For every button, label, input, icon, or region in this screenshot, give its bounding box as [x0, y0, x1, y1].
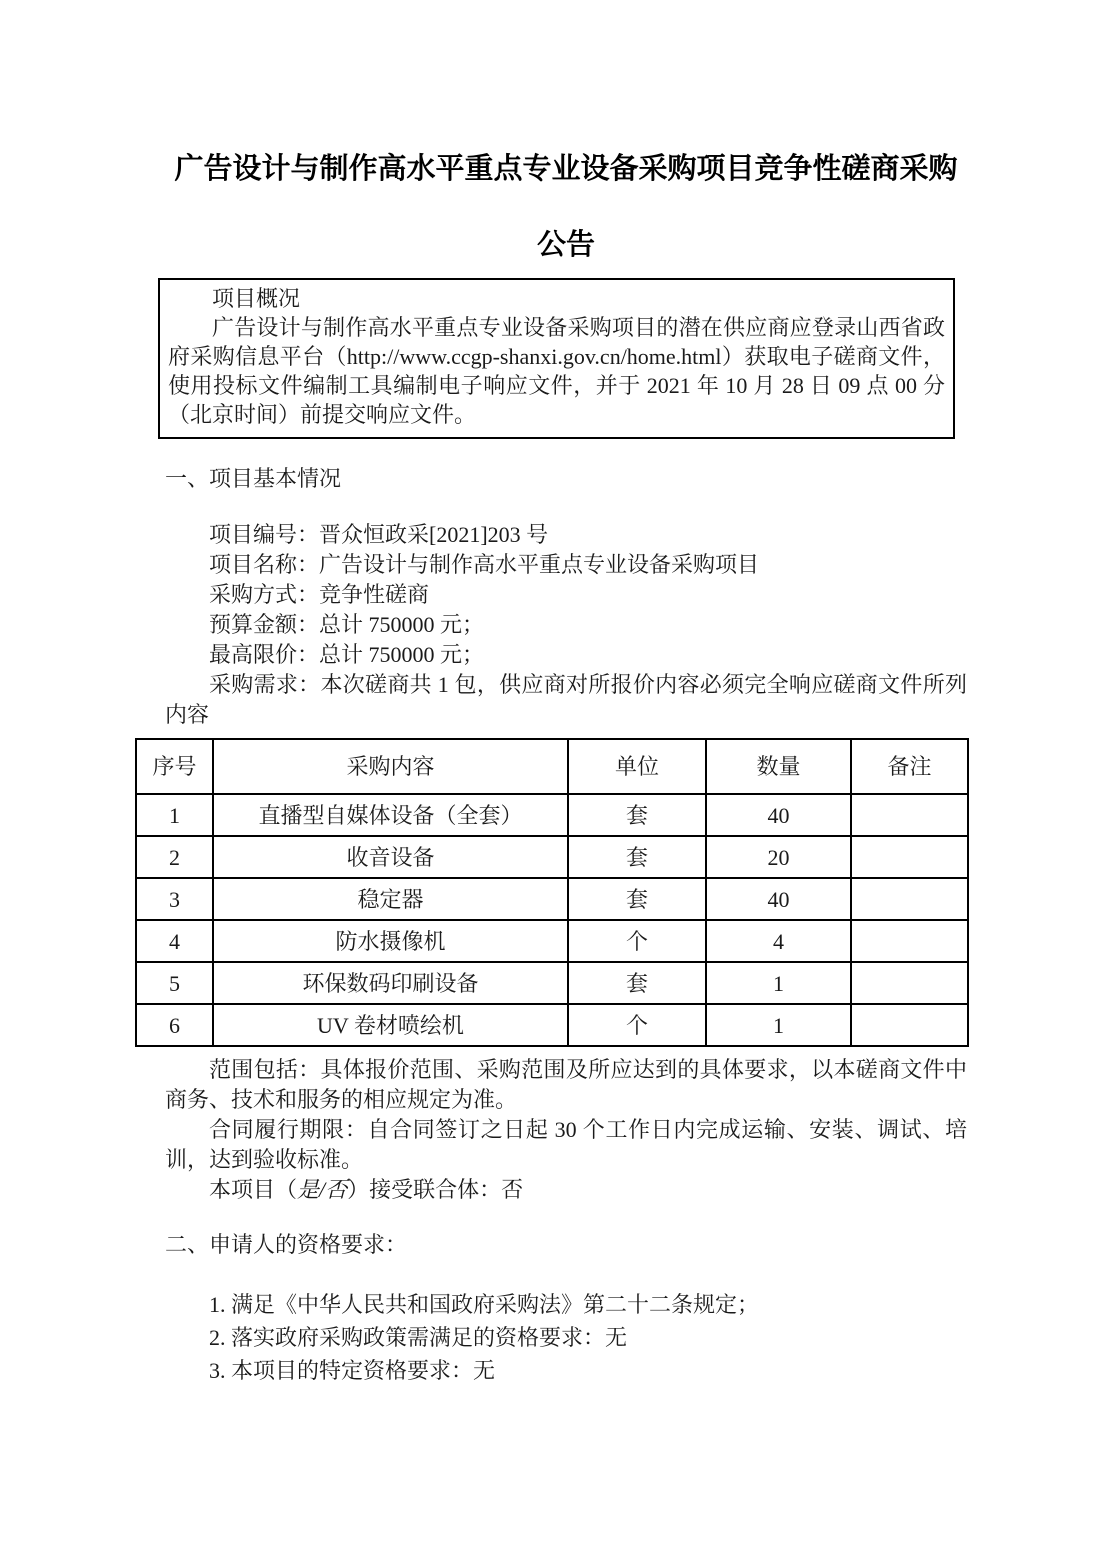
qualification-requirements — [165, 1288, 967, 1387]
overview-heading: 项目概况 — [212, 286, 301, 311]
document-title — [165, 148, 967, 266]
table-row — [136, 962, 968, 1004]
cell-content: 收音设备 — [213, 836, 568, 878]
cell-unit: 套 — [568, 836, 706, 878]
cell-content: 稳定器 — [213, 878, 568, 920]
post-table-notes — [165, 1055, 967, 1205]
cell-remarks — [851, 920, 968, 962]
cell-index: 2 — [136, 836, 213, 878]
section2-heading: 二、申请人的资格要求： — [165, 1232, 408, 1257]
cell-quantity: 20 — [706, 836, 851, 878]
cell-index: 3 — [136, 878, 213, 920]
col-header-quantity: 数量 — [706, 739, 851, 794]
table-row — [136, 878, 968, 920]
cell-remarks — [851, 878, 968, 920]
consortium-note-yes-no: 是/否 — [297, 1177, 348, 1202]
cell-content: 环保数码印刷设备 — [213, 962, 568, 1004]
col-header-unit: 单位 — [568, 739, 706, 794]
cell-unit: 套 — [568, 878, 706, 920]
document-title-line2: 公告 — [536, 229, 595, 261]
table-row — [136, 920, 968, 962]
field-procurement-demand: 采购需求：本次磋商共 1 包，供应商对所报价内容必须完全响应磋商文件所列内容 — [165, 672, 967, 727]
table-row — [136, 836, 968, 878]
cell-index: 6 — [136, 1004, 213, 1046]
cell-remarks — [851, 794, 968, 836]
qualification-item-2: 2. 落实政府采购政策需满足的资格要求：无 — [209, 1325, 628, 1350]
cell-content: 直播型自媒体设备（全套） — [213, 794, 568, 836]
cell-quantity: 40 — [706, 794, 851, 836]
cell-index: 5 — [136, 962, 213, 1004]
field-price-ceiling: 最高限价：总计 750000 元； — [209, 642, 485, 667]
cell-unit: 个 — [568, 920, 706, 962]
cell-unit: 套 — [568, 794, 706, 836]
cell-content: UV 卷材喷绘机 — [213, 1004, 568, 1046]
field-budget-amount: 预算金额：总计 750000 元； — [209, 612, 485, 637]
consortium-note — [165, 1175, 967, 1205]
cell-quantity: 1 — [706, 962, 851, 1004]
field-procurement-method: 采购方式：竞争性磋商 — [209, 582, 430, 607]
consortium-note-suffix: ）接受联合体：否 — [347, 1177, 524, 1202]
table-row — [136, 1004, 968, 1046]
cell-quantity: 4 — [706, 920, 851, 962]
cell-unit: 套 — [568, 962, 706, 1004]
cell-index: 4 — [136, 920, 213, 962]
table-row — [136, 794, 968, 836]
qualification-item-3: 3. 本项目的特定资格要求：无 — [209, 1358, 496, 1383]
field-project-number: 项目编号：晋众恒政采[2021]203 号 — [209, 522, 549, 547]
overview-body: 广告设计与制作高水平重点专业设备采购项目的潜在供应商应登录山西省政府采购信息平台（http://www.ccgp-shanxi.gov.cn/home.html）获取电子磋商文件，使用投标文件编制工具编制电子响应文件，并于 2021 年 10 月 28 日 09 点 00 分（北京时间）前提交响应文件。 — [168, 315, 945, 427]
project-overview-box — [158, 278, 955, 439]
cell-quantity: 40 — [706, 878, 851, 920]
field-project-name: 项目名称：广告设计与制作高水平重点专业设备采购项目 — [209, 552, 760, 577]
qualification-item-1: 1. 满足《中华人民共和国政府采购法》第二十二条规定； — [209, 1292, 760, 1317]
cell-content: 防水摄像机 — [213, 920, 568, 962]
cell-remarks — [851, 962, 968, 1004]
cell-unit: 个 — [568, 1004, 706, 1046]
contract-period-note: 合同履行期限：自合同签订之日起 30 个工作日内完成运输、安装、调试、培训，达到验收标准。 — [165, 1117, 967, 1172]
scope-note: 范围包括：具体报价范围、采购范围及所应达到的具体要求，以本磋商文件中商务、技术和服务的相应规定为准。 — [165, 1057, 967, 1112]
cell-quantity: 1 — [706, 1004, 851, 1046]
col-header-remarks: 备注 — [851, 739, 968, 794]
col-header-index: 序号 — [136, 739, 213, 794]
procurement-items-table — [135, 738, 969, 1047]
consortium-note-prefix: 本项目（ — [209, 1177, 298, 1202]
col-header-content: 采购内容 — [213, 739, 568, 794]
section1-heading: 一、项目基本情况 — [165, 466, 342, 491]
cell-index: 1 — [136, 794, 213, 836]
document-title-line1: 广告设计与制作高水平重点专业设备采购项目竞争性磋商采购 — [174, 153, 958, 185]
cell-remarks — [851, 1004, 968, 1046]
cell-remarks — [851, 836, 968, 878]
project-basic-info — [165, 520, 967, 730]
table-header-row — [136, 739, 968, 794]
